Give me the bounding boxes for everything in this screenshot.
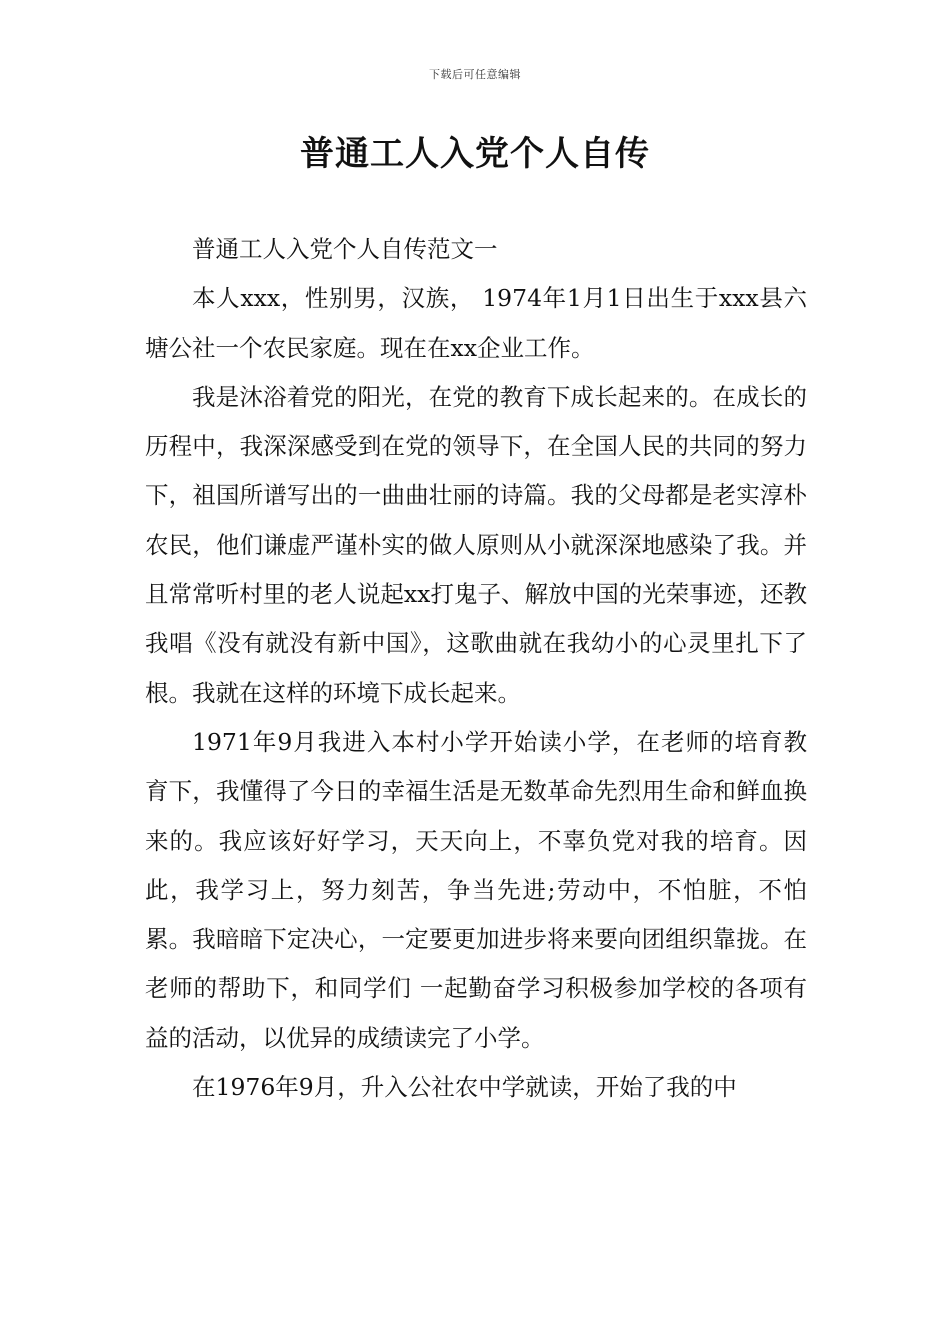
paragraph-subtitle: 普通工人入党个人自传范文一	[192, 235, 498, 263]
paragraph-primary-school: 1971年9月我进入本村小学开始读小学，在老师的培育教育下，我懂得了今日的幸福生活是无数革命先烈用生命和鲜血换来的。我应该好好学习，天天向上，不辜负党对我的培育。因此，我学习上，努力刻苦，争当先进;劳动中，不怕脏，不怕累。我暗暗下定决心，一定要更加进步将来要向团组织靠拢。在老师的帮助下，和同学们 一起勤奋学习积极参加学校的各项有益的活动，以优异的成绩读完了小学。	[145, 727, 807, 1052]
paragraph-intro: 本人xxx，性别男，汉族， 1974年1月1日出生于xxx县六塘公社一个农民家庭。现在在xx企业工作。	[145, 284, 807, 362]
paragraph-middle-school: 在1976年9月，升入公社农中学就读，开始了我的中	[192, 1073, 737, 1102]
document-title: 普通工人入党个人自传	[300, 134, 650, 174]
paragraph-upbringing: 我是沐浴着党的阳光，在党的教育下成长起来的。在成长的历程中，我深深感受到在党的领导下，在全国人民的共同的努力下，祖国所谱写出的一曲曲壮丽的诗篇。我的父母都是老实淳朴农民，他们谦虚严谨朴实的做人原则从小就深深地感染了我。并且常常听村里的老人说起xx打鬼子、解放中国的光荣事迹，还教我唱《没有就没有新中国》，这歌曲就在我幼小的心灵里扎下了根。我就在这样的环境下成长起来。	[145, 382, 807, 707]
header-note: 下载后可任意编辑	[429, 68, 521, 81]
document-body	[145, 225, 807, 1112]
